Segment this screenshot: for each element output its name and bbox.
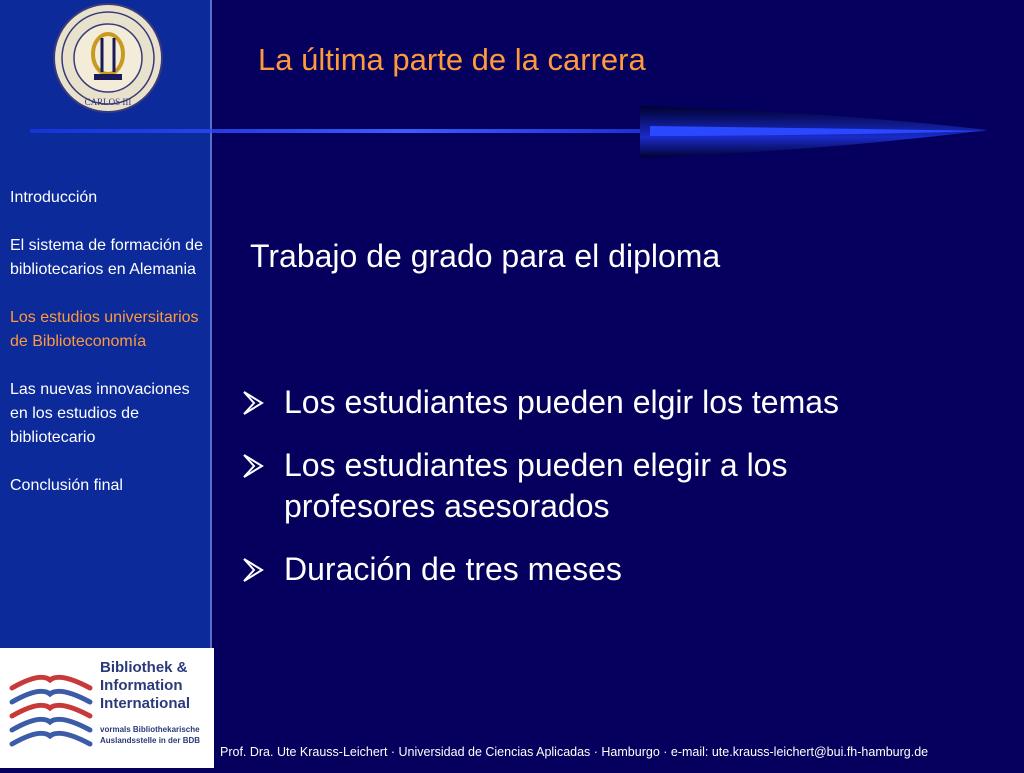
- bib-logo-subline-1: vormals Bibliothekarische: [100, 725, 200, 734]
- arrow-bullet-icon: [242, 453, 264, 479]
- bib-logo-line-1: Bibliothek &: [100, 659, 188, 676]
- arrow-bullet-icon: [242, 390, 264, 416]
- list-item: [240, 549, 920, 590]
- sidebar-item-sistema-formacion[interactable]: El sistema de formación de bibliotecarios en Alemania: [10, 237, 203, 278]
- bib-logo-line-3: International: [100, 695, 191, 712]
- seal-text: CARLOS III: [84, 97, 132, 107]
- sidebar-item-nuevas-innovaciones[interactable]: Las nuevas innovaciones en los estudios de bibliotecario: [10, 381, 190, 446]
- bullet-list: [240, 382, 920, 612]
- book-stack-icon: [0, 648, 214, 768]
- bullet-text: Los estudiantes pueden elegir a los profesores asesorados: [284, 447, 788, 524]
- bib-logo-subline-2: Auslandsstelle in der BDB: [100, 736, 201, 745]
- list-item: [240, 382, 920, 423]
- sidebar-item-conclusion-final[interactable]: Conclusión final: [10, 477, 123, 494]
- sidebar-item-introduccion[interactable]: Introducción: [10, 189, 98, 206]
- sidebar-nav: [10, 186, 205, 522]
- list-item: [240, 445, 920, 527]
- slide-subtitle: Trabajo de grado para el diploma: [250, 238, 721, 274]
- slide-title: La última parte de la carrera: [258, 42, 646, 77]
- bullet-text: Duración de tres meses: [284, 551, 622, 587]
- arrow-bullet-icon: [242, 557, 264, 583]
- slide-footer: Prof. Dra. Ute Krauss-Leichert · Universidad de Ciencias Aplicadas · Hamburgo · e-mail: ute.krauss-leichert@bui.fh-hamburg.de: [220, 745, 929, 759]
- bullet-text: Los estudiantes pueden elgir los temas: [284, 384, 840, 420]
- title-divider-line: [30, 98, 992, 168]
- bib-logo-line-2: Information: [100, 677, 183, 694]
- bib-logo: [0, 648, 214, 768]
- sidebar-item-estudios-universitarios[interactable]: Los estudios universitarios de Biblioteconomía: [10, 309, 199, 350]
